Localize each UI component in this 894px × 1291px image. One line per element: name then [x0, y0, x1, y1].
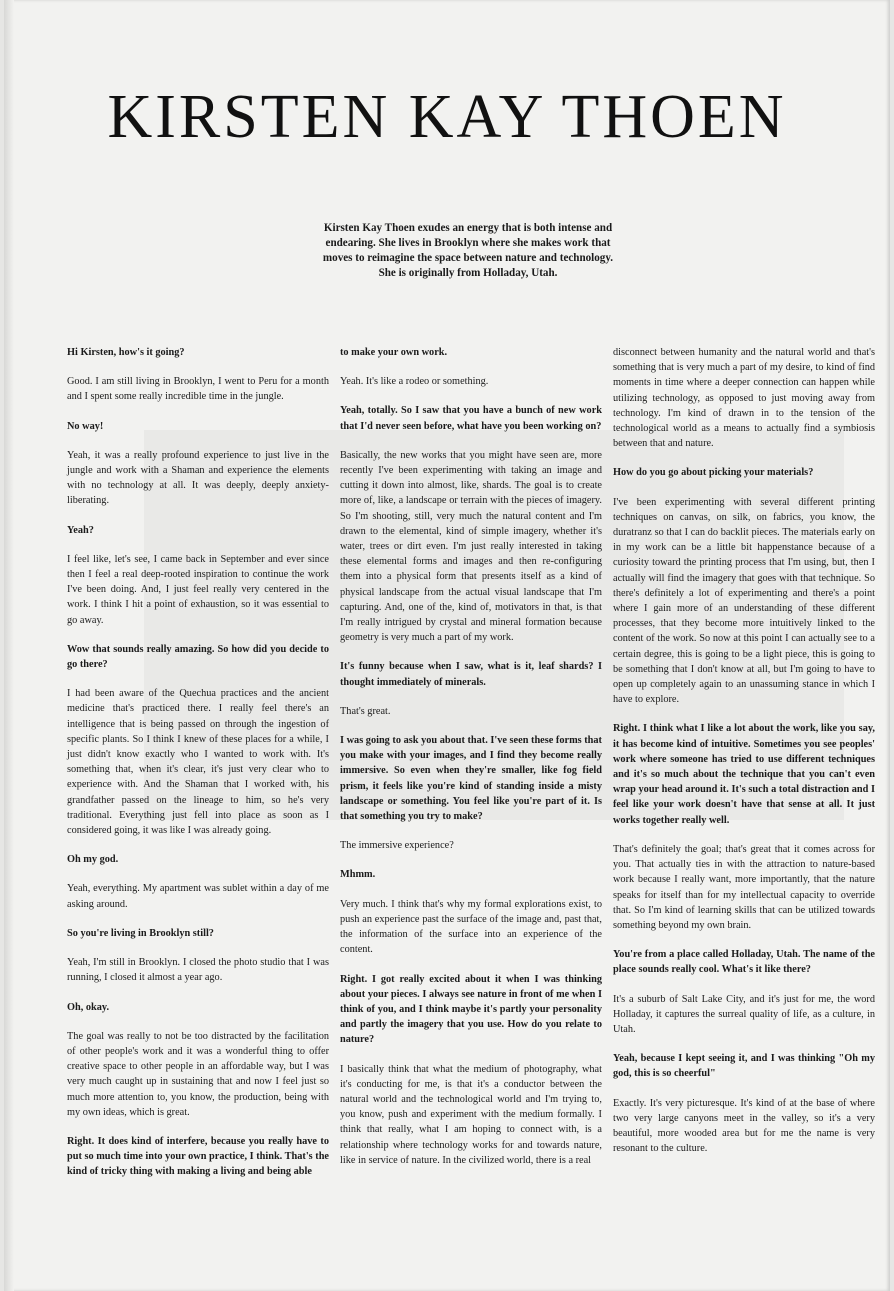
page-edge-shadow [4, 0, 14, 1291]
interview-column-3 [613, 345, 875, 1170]
magazine-page [4, 0, 890, 1291]
interview-answer: That's definitely the goal; that's great that it comes across for you. That actually ties in with the attraction to nature-based work because I really want, more importantly, that the nature speaks for itself than for my intellectual capacity to override that. So I'm kind of learning skills that can be utilized towards something beyond my own brain. [613, 843, 875, 931]
interview-question: Right. It does kind of interfere, because you really have to put so much time into your own practice, I think. That's the kind of tricky thing with making a living and being able [67, 1135, 329, 1178]
interview-answer: The goal was really to not be too distracted by the facilitation of other people's work and it was a wonderful thing to offer creative space to other people in an affordable way, but I was very much caught up in sustaining that and now I feel just so much more attention to, you know, the production, being with my own ideas, which is great. [67, 1030, 329, 1118]
interview-question: So you're living in Brooklyn still? [67, 927, 214, 939]
interview-question: Right. I think what I like a lot about the work, like you say, it has become kind of intuitive. Sometimes you see peoples' work where someone has tried to use different techniques and it's so much about the technique that you can't even wrap your head around it. It's such a total distraction and I feel like your work doesn't have that sense at all. It just works together really well. [613, 723, 875, 826]
interview-question: Wow that sounds really amazing. So how did you decide to go there? [67, 643, 329, 671]
interview-question: Right. I got really excited about it when I was thinking about your pieces. I always see nature in front of me when I think of you, and I think maybe it's partly your personality and partly the imagery that you use. How do you relate to nature? [340, 973, 602, 1046]
interview-answer: I had been aware of the Quechua practices and the ancient medicine that's practiced there. I really feel there's an intelligence that is being passed on through the ingestion of specific plants. So I think I knew of these places for a while, I just didn't know exactly who I wanted to work with. It's something that, when it's clear, it's just very clear who to experience with. And the Shaman that I worked with, his grandfather passed on the lineage to him, so he's very traditional. Everything just fell into place as soon as I considered going, it was like I was already going. [67, 688, 329, 837]
interview-answer: I basically think that what the medium of photography, what it's conducting for me, is that it's a conductor between the natural world and the technological world and I'm trying to, you know, push and experiment with the medium formally. I think that really, what I am hoping to connect with, is a relationship where technology works for and towards nature, like in service of nature. In the civilized world, there is a real [340, 1063, 602, 1166]
interview-question: Yeah, totally. So I saw that you have a bunch of new work that I'd never seen before, what have you been working on? [340, 405, 602, 432]
interview-answer: Yeah. It's like a rodeo or something. [340, 376, 489, 388]
interview-answer: Yeah, it was a really profound experience to just live in the jungle and work with a Shaman and experience the elements with no technology at all. It was deeply, deeply anxiety-liberating. [67, 449, 329, 507]
interview-answer: Yeah, everything. My apartment was sublet within a day of me asking around. [67, 883, 329, 910]
intro-paragraph: Kirsten Kay Thoen exudes an energy that is both intense and endearing. She lives in Brooklyn where she makes work that moves to reimagine the space between nature and technology. She is originally from Holladay, Utah. [322, 222, 614, 279]
interview-question: I was going to ask you about that. I've seen these forms that you make with your images, and I find they become really immersive. So even when they're smaller, like fog field prism, it feels like you're kind of standing inside a misty landscape or something. You feel like you're part of it. Is that something you try to make? [340, 735, 602, 823]
interview-question: It's funny because when I saw, what is it, leaf shards? I thought immediately of minerals. [340, 661, 602, 688]
interview-answer: disconnect between humanity and the natural world and that's something that is very much a part of my desire, to kind of find moments in time where a deeper connection can happen while utilizing technology, as opposed to just moving away from technology. I'm kind of drawn in to the tension of the technological world as a means to actually find a symbiosis between that and nature. [613, 347, 875, 450]
interview-answer: Exactly. It's very picturesque. It's kind of at the base of where two very large canyons meet in the valley, so it's a very beautiful, more wooded area but for me the name is very resonant to the culture. [613, 1097, 875, 1155]
interview-question: You're from a place called Holladay, Utah. The name of the place sounds really cool. What's it like there? [613, 949, 875, 976]
interview-question: How do you go about picking your materials? [613, 467, 814, 479]
interview-answer: That's great. [340, 705, 391, 717]
page-title: KIRSTEN KAY THOEN [107, 83, 787, 151]
interview-answer: I feel like, let's see, I came back in September and ever since then I feel a real deep-rooted inspiration to continue the work I've been doing. And, I just feel really very centered in the work. I think I hit a point of exhaustion, so it was essential to go away. [67, 553, 329, 626]
interview-question: Yeah, because I kept seeing it, and I was thinking "Oh my god, this is so cheerful" [613, 1053, 875, 1080]
interview-answer: Very much. I think that's why my formal explorations exist, to push an experience past the surface of the image and, past that, the information of the surface into an experience of the content. [340, 898, 602, 956]
interview-question: Mhmm. [340, 869, 376, 881]
interview-column-1 [67, 345, 329, 1194]
interview-answer: Basically, the new works that you might have seen are, more recently I've been experimenting with taking an image and cutting it down into almost, like, shards. The goal is to create more of, like, a landscape or terrain with the pieces of imagery. So I'm shooting, still, very much the natural content and I'm drawn to the elemental, kind of simple imagery, whether it's water, trees or dirt even. I'm just really interested in taking these elemental forms and images and then re-configuring them into a physical form that presents itself as a kind of physical landscape from the actual visual landscape that I'm capturing. And, one of the, kind of, motivators in that, is that I'm really intrigued by crystal and mineral formation because geometry is very much a part of my work. [340, 449, 602, 644]
interview-question: to make your own work. [340, 347, 448, 358]
interview-question: Hi Kirsten, how's it going? [67, 347, 185, 358]
interview-question: Oh my god. [67, 854, 119, 866]
interview-answer: Yeah, I'm still in Brooklyn. I closed the photo studio that I was running, I closed it almost a year ago. [67, 957, 329, 984]
interview-answer: It's a suburb of Salt Lake City, and it's just for me, the word Holladay, it captures the surreal quality of life, as a culture, in Utah. [613, 993, 875, 1035]
interview-question: No way! [67, 420, 104, 432]
interview-column-2 [340, 345, 602, 1182]
interview-answer: Good. I am still living in Brooklyn, I went to Peru for a month and I spent some really incredible time in the jungle. [67, 376, 329, 403]
interview-question: Oh, okay. [67, 1001, 110, 1013]
interview-question: Yeah? [67, 524, 94, 536]
interview-answer: The immersive experience? [340, 840, 454, 852]
interview-answer: I've been experimenting with several different printing techniques on canvas, on silk, on fabrics, you know, the duratranz so that I can do backlit pieces. The materials early on in my work can be a little bit happenstance because of a curiosity toward the printing process that I'm using, but, then I actually will find the imagery that goes with that technique. So there's definitely a lot of experimenting and there's a point where I gain more of an understanding of these different processes, that they become more intuitively linked to the content of the work. So now at this point I can actually see to a certain degree, this is going to be a light piece, this is going to be something that I don't know at all, but I'm going to have to open up completely again to an unassuming stance in which I have to explore. [613, 496, 875, 706]
